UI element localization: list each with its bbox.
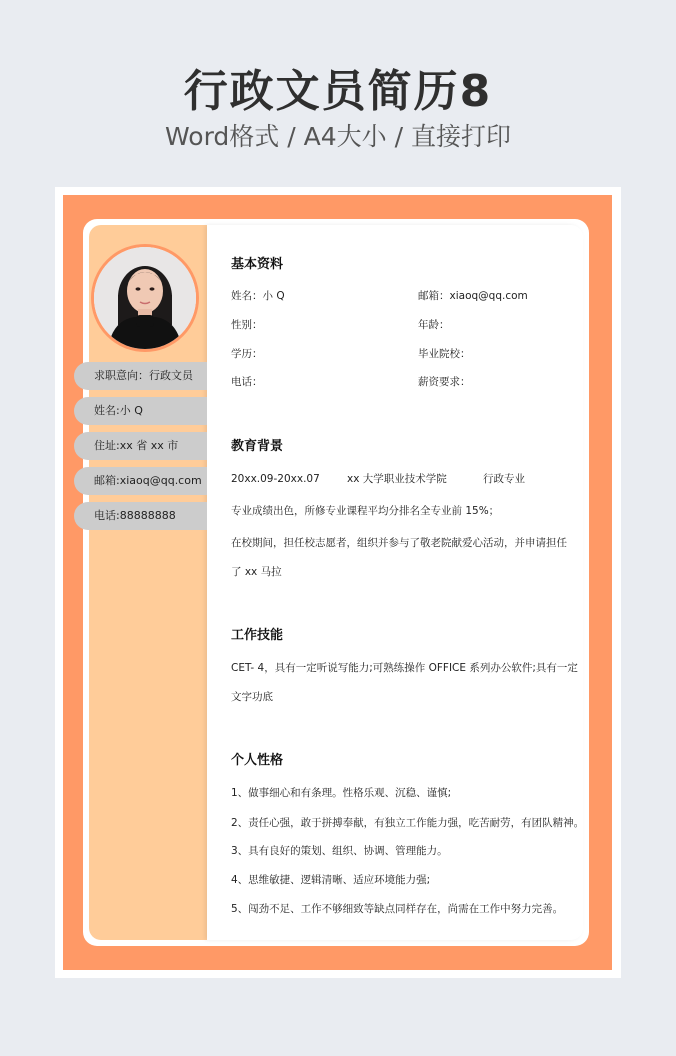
basic-school: 毕业院校： xyxy=(418,348,471,360)
sidebar-item-intention: 求职意向：行政文员 xyxy=(74,362,207,390)
sidebar-item-name: 姓名:小 Q xyxy=(74,397,207,425)
section-title-basic: 基本资料 xyxy=(231,257,284,272)
section-title-skills: 工作技能 xyxy=(231,628,284,643)
personality-item-2: 2、责任心强，敢于拼搏奉献，有独立工作能力强，吃苦耐劳，有团队精神。 xyxy=(231,817,585,829)
education-period: 20xx.09-20xx.07 xyxy=(231,473,320,485)
education-line-3: 了 xx 马拉 xyxy=(231,566,282,578)
section-title-education: 教育背景 xyxy=(231,439,284,454)
education-major: 行政专业 xyxy=(483,473,525,485)
basic-phone: 电话： xyxy=(231,376,263,388)
basic-salary: 薪资要求： xyxy=(418,376,471,388)
basic-email: 邮箱：xiaoq@qq.com xyxy=(418,290,528,302)
basic-gender: 性别： xyxy=(231,319,263,331)
skills-line-1: CET- 4，具有一定听说写能力;可熟练操作 OFFICE 系列办公软件;具有一定 xyxy=(231,662,578,674)
personality-item-5: 5、闯劲不足、工作不够细致等缺点同样存在，尚需在工作中努力完善。 xyxy=(231,903,564,915)
basic-age: 年龄： xyxy=(418,319,450,331)
sidebar-item-address: 住址:xx 省 xx 市 xyxy=(74,432,207,460)
personality-item-3: 3、具有良好的策划、组织、协调、管理能力。 xyxy=(231,845,448,857)
basic-name: 姓名：小 Q xyxy=(231,290,285,302)
personality-item-1: 1、做事细心和有条理。性格乐观、沉稳、谨慎; xyxy=(231,787,452,799)
page-subtitle: Word格式 / A4大小 / 直接打印 xyxy=(165,122,511,151)
personality-item-4: 4、思维敏捷、逻辑清晰、适应环境能力强; xyxy=(231,874,431,886)
page-title: 行政文员简历8 xyxy=(183,66,493,117)
skills-line-2: 文字功底 xyxy=(231,691,273,703)
sidebar-item-phone: 电话:88888888 xyxy=(74,502,207,530)
avatar-photo-icon xyxy=(94,247,196,349)
resume-content xyxy=(207,225,583,940)
education-college: xx 大学职业技术学院 xyxy=(347,473,447,485)
sidebar-item-email: 邮箱:xiaoq@qq.com xyxy=(74,467,207,495)
education-line-1: 专业成绩出色，所修专业课程平均分排名全专业前 15%； xyxy=(231,505,500,517)
education-line-2: 在校期间，担任校志愿者，组织并参与了敬老院献爱心活动，并申请担任 xyxy=(231,537,567,549)
basic-degree: 学历： xyxy=(231,348,263,360)
avatar xyxy=(91,244,199,352)
section-title-personality: 个人性格 xyxy=(231,753,284,768)
